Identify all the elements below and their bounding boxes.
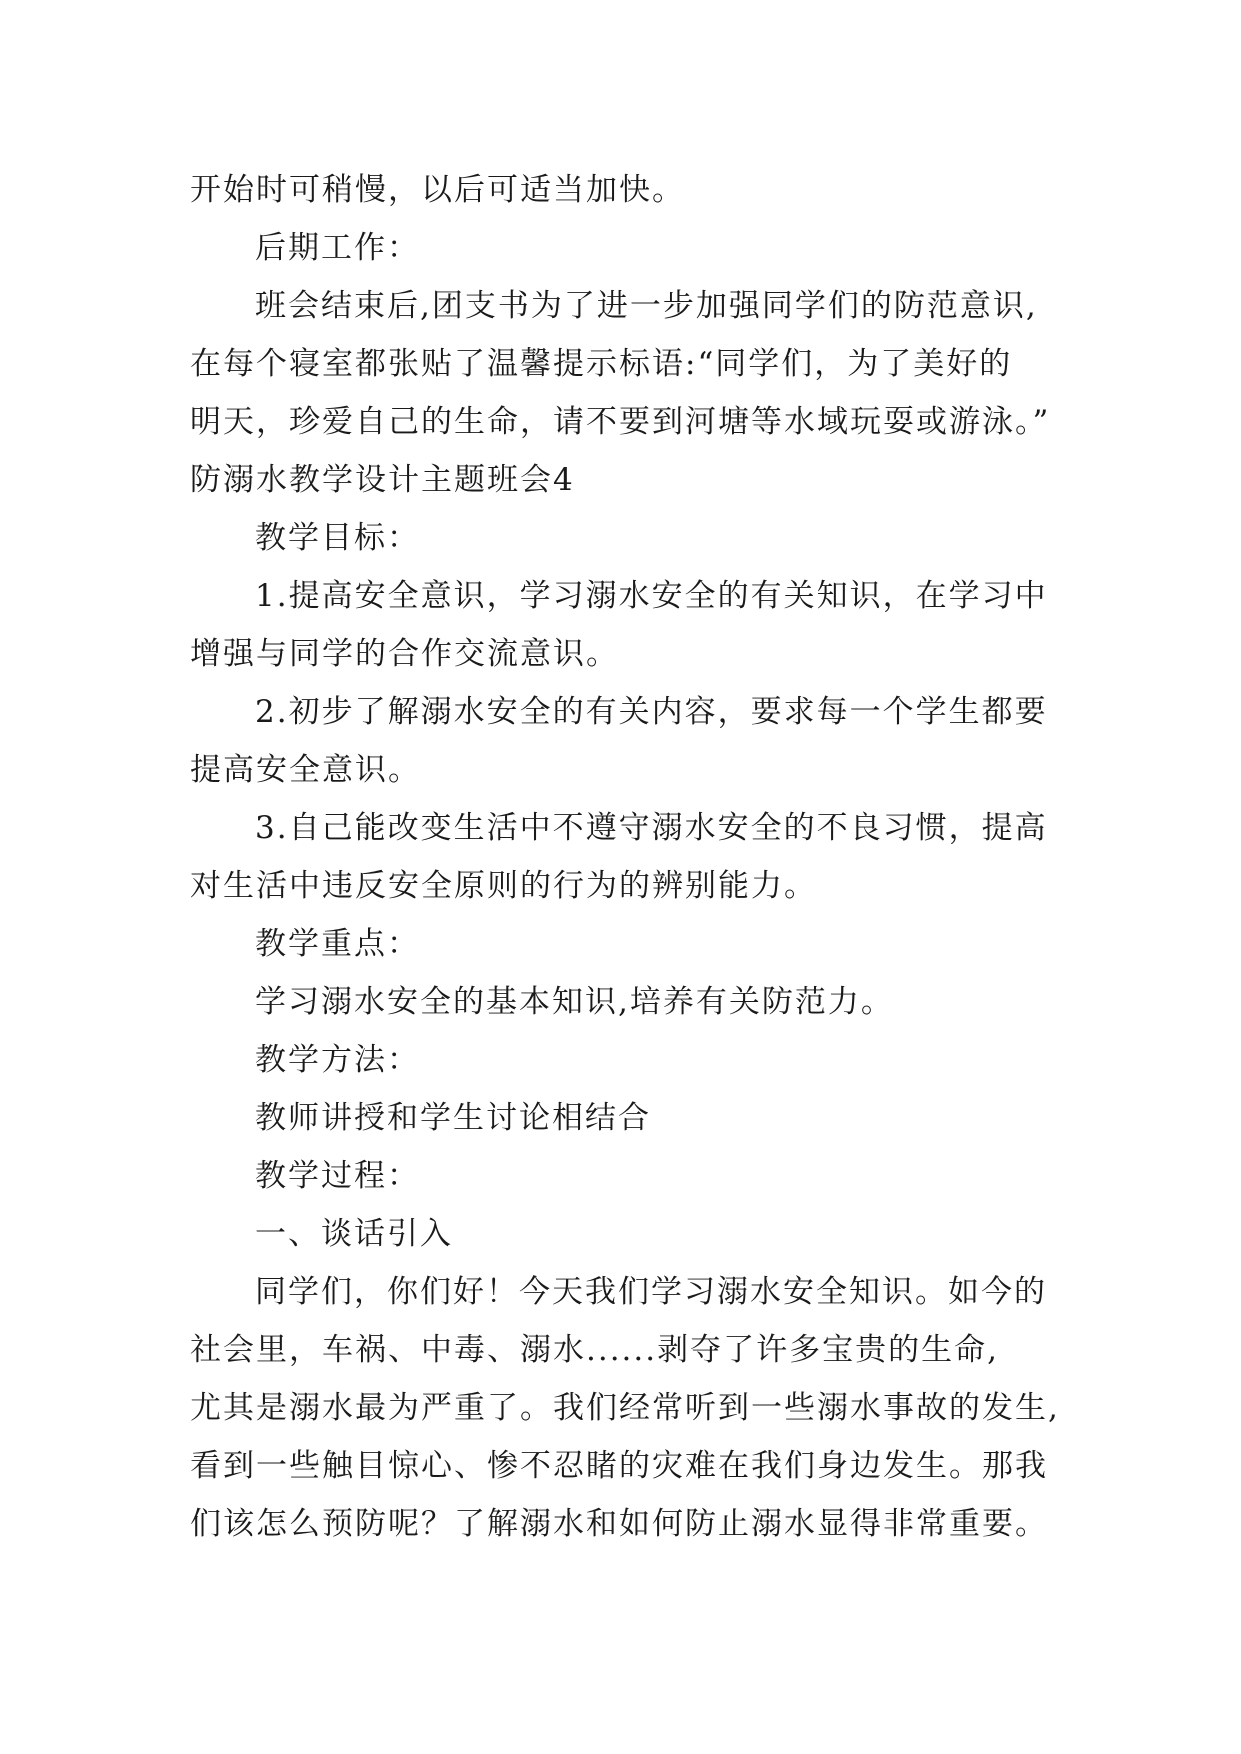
section-heading: 教学方法：	[255, 1042, 420, 1078]
text-line: 教师讲授和学生讨论相结合	[255, 1100, 651, 1136]
text-line: 社会里，车祸、中毒、溺水......剥夺了许多宝贵的生命,	[190, 1332, 999, 1368]
text-line: 对生活中违反安全原则的行为的辨别能力。	[190, 868, 817, 904]
text-line: 班会结束后,团支书为了进一步加强同学们的防范意识,	[255, 288, 1038, 324]
section-heading: 一、谈话引入	[255, 1216, 453, 1252]
text-line: 看到一些触目惊心、惨不忍睹的灾难在我们身边发生。那我	[190, 1448, 1048, 1484]
section-heading: 教学过程：	[255, 1158, 420, 1194]
text-line: 们该怎么预防呢？了解溺水和如何防止溺水显得非常重要。	[190, 1506, 1048, 1542]
text-line: 尤其是溺水最为严重了。我们经常听到一些溺水事故的发生,	[190, 1390, 1060, 1426]
text-line: 在每个寝室都张贴了温馨提示标语:“同学们，为了美好的	[190, 346, 1013, 382]
text-line: 提高安全意识。	[190, 752, 421, 788]
text-line: 增强与同学的合作交流意识。	[190, 636, 619, 672]
list-item: 3.自己能改变生活中不遵守溺水安全的不良习惯，提高	[255, 810, 1048, 846]
section-heading: 后期工作：	[255, 230, 420, 266]
text-line: 明天，珍爱自己的生命，请不要到河塘等水域玩耍或游泳。”	[190, 404, 1051, 440]
text-line: 开始时可稍慢，以后可适当加快。	[190, 172, 685, 208]
list-item: 2.初步了解溺水安全的有关内容，要求每一个学生都要	[255, 694, 1048, 730]
document-title: 防溺水教学设计主题班会4	[190, 462, 575, 498]
list-item: 1.提高安全意识，学习溺水安全的有关知识，在学习中	[255, 578, 1048, 614]
text-line: 学习溺水安全的基本知识,培养有关防范力。	[255, 984, 894, 1020]
text-line: 同学们，你们好！今天我们学习溺水安全知识。如今的	[255, 1274, 1047, 1310]
section-heading: 教学重点：	[255, 926, 420, 962]
section-heading: 教学目标：	[255, 520, 420, 556]
